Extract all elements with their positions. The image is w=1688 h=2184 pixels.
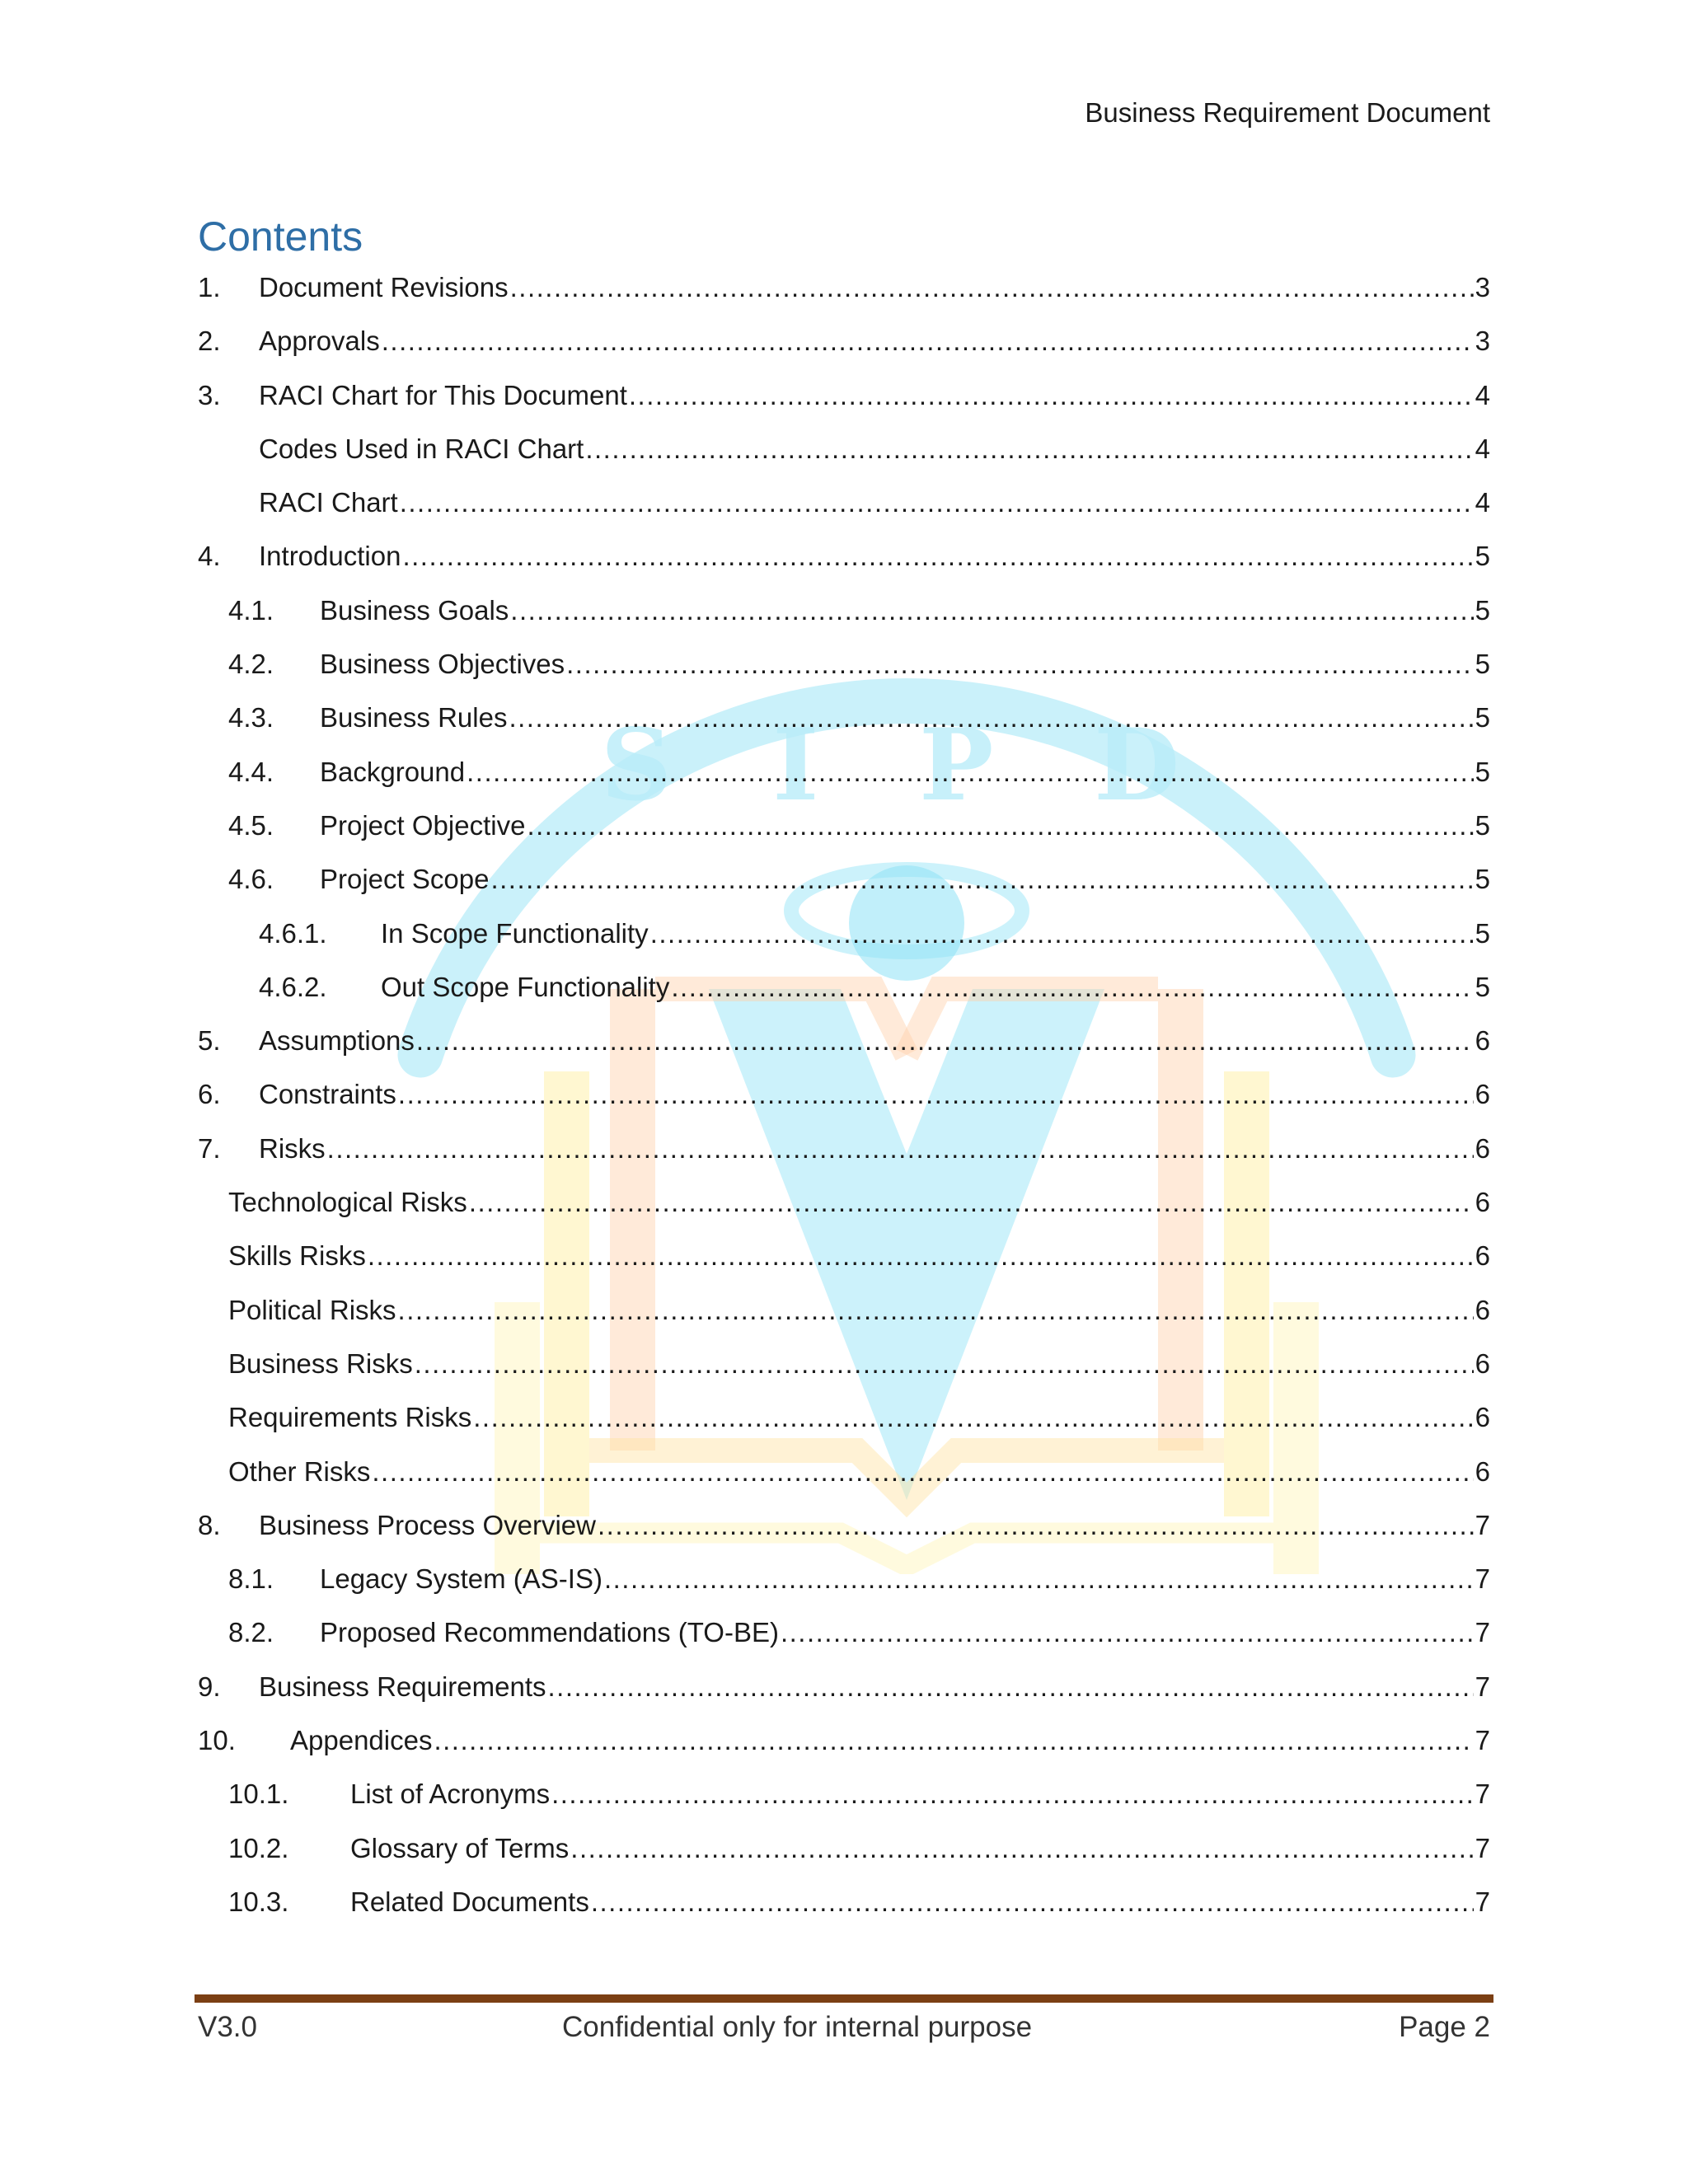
toc-entry-title: List of Acronyms: [350, 1779, 551, 1810]
toc-dot-leader: [473, 1399, 1473, 1436]
toc-entry-page-number: 6: [1475, 1240, 1490, 1272]
toc-dot-leader: [372, 1454, 1473, 1490]
toc-entry-title: Glossary of Terms: [350, 1832, 570, 1863]
toc-entry-page-number: 7: [1475, 1832, 1490, 1863]
toc-entry-page-number: 5: [1475, 809, 1490, 841]
toc-dot-leader: [327, 1131, 1474, 1167]
toc-entry-page-number: 7: [1475, 1563, 1490, 1595]
toc-entry-title: Technological Risks: [228, 1187, 467, 1218]
toc-dot-leader: [416, 1023, 1474, 1059]
toc-entry[interactable]: [198, 754, 1490, 808]
svg-text:S I P D: S I P D: [600, 707, 1213, 823]
toc-entry-page-number: 5: [1475, 971, 1490, 1002]
toc-entry-title: Risks: [259, 1132, 326, 1164]
toc-entry-page-number: 7: [1475, 1779, 1490, 1810]
toc-entry-number: 8.2.: [228, 1617, 274, 1648]
toc-entry[interactable]: [198, 1884, 1490, 1938]
toc-entry[interactable]: [198, 808, 1490, 861]
toc-entry-title: Constraints: [259, 1079, 396, 1110]
toc-dot-leader: [585, 431, 1473, 467]
toc-dot-leader: [415, 1346, 1474, 1382]
toc-entry[interactable]: [198, 1399, 1490, 1453]
toc-dot-leader: [398, 1076, 1474, 1113]
toc-entry-page-number: 6: [1475, 1347, 1490, 1379]
toc-dot-leader: [527, 808, 1473, 844]
toc-entry-page-number: 7: [1475, 1509, 1490, 1540]
toc-entry-number: 10.3.: [228, 1886, 289, 1917]
toc-entry-page-number: 7: [1475, 1671, 1490, 1702]
toc-entry-page-number: 6: [1475, 1455, 1490, 1487]
toc-entry-page-number: 5: [1475, 541, 1490, 572]
toc-entry-title: Project Scope: [320, 864, 490, 895]
footer-version: V3.0: [198, 2011, 257, 2043]
toc-entry[interactable]: [198, 1076, 1490, 1130]
toc-entry-title: Business Process Overview: [259, 1509, 596, 1540]
toc-entry[interactable]: [198, 538, 1490, 592]
toc-entry-title: Business Rules: [320, 702, 508, 733]
toc-entry-page-number: 5: [1475, 702, 1490, 733]
toc-entry[interactable]: [198, 700, 1490, 753]
toc-entry-page-number: 6: [1475, 1402, 1490, 1433]
toc-entry[interactable]: [198, 969, 1490, 1023]
toc-entry-title: Business Requirements: [259, 1671, 546, 1702]
toc-entry-title: Political Risks: [228, 1294, 396, 1325]
toc-entry-number: 4.3.: [228, 702, 274, 733]
toc-entry-number: 8.: [198, 1509, 221, 1540]
toc-entry[interactable]: [198, 1615, 1490, 1668]
toc-entry[interactable]: [198, 1184, 1490, 1238]
toc-entry-title: Background: [320, 756, 466, 787]
toc-entry-title: Introduction: [259, 541, 401, 572]
toc-entry-number: 7.: [198, 1132, 221, 1164]
toc-entry[interactable]: [198, 323, 1490, 377]
toc-entry[interactable]: [198, 1023, 1490, 1076]
toc-dot-leader: [604, 1561, 1474, 1597]
toc-dot-leader: [368, 1238, 1474, 1274]
toc-entry-number: 4.1.: [228, 594, 274, 626]
toc-entry-title: Legacy System (AS-IS): [320, 1563, 603, 1595]
toc-entry[interactable]: [198, 1131, 1490, 1184]
toc-entry-title: Business Risks: [228, 1347, 413, 1379]
toc-entry-title: RACI Chart: [259, 487, 398, 518]
toc-entry[interactable]: [198, 1238, 1490, 1291]
toc-entry-page-number: 7: [1475, 1886, 1490, 1917]
toc-dot-leader: [467, 754, 1474, 790]
toc-dot-leader: [434, 1722, 1473, 1759]
toc-entry[interactable]: [198, 485, 1490, 538]
toc-entry[interactable]: [198, 431, 1490, 485]
footer-divider: [195, 1994, 1493, 2003]
toc-dot-leader: [591, 1884, 1474, 1920]
toc-entry-title: Project Objective: [320, 809, 526, 841]
toc-entry-page-number: 5: [1475, 756, 1490, 787]
toc-dot-leader: [671, 969, 1473, 1005]
footer-confidential-note: Confidential only for internal purpose: [562, 2011, 1033, 2043]
toc-entry-page-number: 7: [1475, 1617, 1490, 1648]
toc-entry-title: Assumptions: [259, 1025, 415, 1057]
toc-dot-leader: [469, 1184, 1474, 1221]
toc-entry[interactable]: [198, 377, 1490, 431]
toc-entry-page-number: 4: [1475, 379, 1490, 410]
toc-entry[interactable]: [198, 1454, 1490, 1507]
toc-entry-title: Document Revisions: [259, 272, 509, 302]
toc-entry-number: 3.: [198, 379, 221, 410]
footer-page-number: Page 2: [1399, 2011, 1490, 2043]
toc-dot-leader: [382, 323, 1474, 359]
toc-dot-leader: [781, 1615, 1474, 1651]
toc-entry[interactable]: [198, 1722, 1490, 1776]
toc-entry-title: Requirements Risks: [228, 1402, 472, 1433]
toc-entry-number: 8.1.: [228, 1563, 274, 1595]
toc-entry-title: Business Objectives: [320, 649, 565, 680]
toc-entry-page-number: 6: [1475, 1294, 1490, 1325]
toc-entry-title: Codes Used in RACI Chart: [259, 433, 584, 464]
toc-entry-number: 4.6.2.: [259, 971, 327, 1002]
toc-entry-title: RACI Chart for This Document: [259, 379, 627, 410]
toc-entry-number: 4.2.: [228, 649, 274, 680]
toc-entry-number: 9.: [198, 1671, 221, 1702]
toc-entry[interactable]: [198, 1830, 1490, 1884]
toc-entry-page-number: 6: [1475, 1187, 1490, 1218]
toc-dot-leader: [548, 1669, 1474, 1705]
toc-entry-page-number: 4: [1475, 433, 1490, 464]
toc-entry[interactable]: [198, 1507, 1490, 1561]
toc-entry-title: Out Scope Functionality: [381, 971, 670, 1002]
toc-dot-leader: [402, 538, 1473, 574]
toc-entry-page-number: 5: [1475, 864, 1490, 895]
toc-entry-title: Related Documents: [350, 1886, 589, 1917]
toc-entry-title: Other Risks: [228, 1455, 371, 1487]
toc-entry[interactable]: [198, 593, 1490, 646]
toc-entry-page-number: 5: [1475, 594, 1490, 626]
toc-dot-leader: [566, 646, 1474, 682]
toc-dot-leader: [398, 1292, 1474, 1329]
toc-entry[interactable]: [198, 1776, 1490, 1830]
toc-entry-number: 4.6.1.: [259, 917, 327, 949]
toc-entry-page-number: 6: [1475, 1025, 1490, 1057]
toc-dot-leader: [400, 485, 1474, 521]
toc-dot-leader: [598, 1507, 1474, 1544]
toc-entry-number: 10.2.: [228, 1832, 289, 1863]
toc-dot-leader: [650, 916, 1474, 952]
toc-entry-page-number: 5: [1475, 917, 1490, 949]
toc-entry[interactable]: [198, 1346, 1490, 1399]
toc-dot-leader: [510, 593, 1473, 629]
toc-entry[interactable]: [198, 1669, 1490, 1722]
toc-dot-leader: [551, 1776, 1474, 1812]
toc-dot-leader: [509, 700, 1473, 736]
toc-entry-title: Appendices: [290, 1725, 433, 1756]
toc-dot-leader: [490, 861, 1473, 898]
contents-heading: Contents: [198, 213, 363, 260]
toc-entry-page-number: 6: [1475, 1132, 1490, 1164]
toc-entry-page-number: 5: [1475, 649, 1490, 680]
toc-entry[interactable]: [198, 861, 1490, 915]
toc-entry-page-number: 7: [1475, 1725, 1490, 1756]
toc-entry-title: Approvals: [259, 326, 380, 357]
document-header-title: Business Requirement Document: [1085, 97, 1490, 128]
toc-entry-number: 4.6.: [228, 864, 274, 895]
toc-entry[interactable]: [198, 1292, 1490, 1346]
toc-entry-title: Skills Risks: [228, 1240, 366, 1272]
toc-entry-number: 10.: [198, 1725, 236, 1756]
toc-dot-leader: [570, 1830, 1473, 1867]
toc-entry[interactable]: [198, 269, 1490, 323]
toc-entry[interactable]: [198, 1561, 1490, 1615]
toc-entry-page-number: 3: [1475, 272, 1490, 302]
toc-entry-page-number: 4: [1475, 487, 1490, 518]
toc-entry-title: In Scope Functionality: [381, 917, 649, 949]
toc-dot-leader: [629, 377, 1474, 414]
table-of-contents: [198, 269, 1490, 1938]
toc-entry-number: 2.: [198, 326, 221, 357]
toc-entry-number: 1.: [198, 272, 221, 302]
toc-entry-title: Business Goals: [320, 594, 509, 626]
toc-entry-number: 10.1.: [228, 1779, 289, 1810]
toc-entry-page-number: 6: [1475, 1079, 1490, 1110]
toc-dot-leader: [510, 269, 1474, 306]
toc-entry-page-number: 3: [1475, 326, 1490, 357]
toc-entry-number: 4.5.: [228, 809, 274, 841]
toc-entry-number: 4.: [198, 541, 221, 572]
toc-entry-number: 4.4.: [228, 756, 274, 787]
toc-entry-title: Proposed Recommendations (TO-BE): [320, 1617, 779, 1648]
toc-entry[interactable]: [198, 916, 1490, 969]
toc-entry-number: 6.: [198, 1079, 221, 1110]
toc-entry-number: 5.: [198, 1025, 221, 1057]
toc-entry[interactable]: [198, 646, 1490, 700]
